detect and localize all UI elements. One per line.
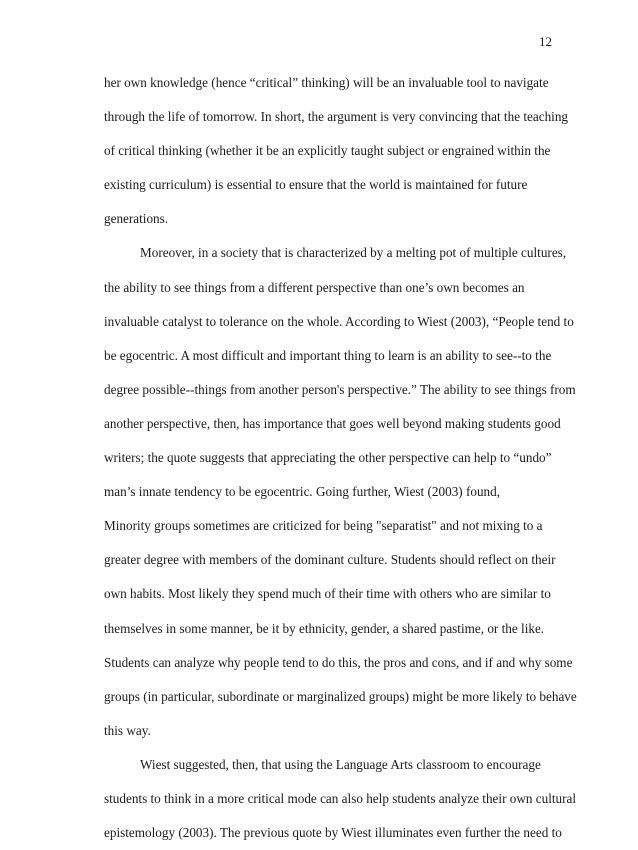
text-line: generations. — [104, 211, 169, 227]
text-line: Minority groups sometimes are criticized for being "separatist" and not mixing to a — [104, 518, 543, 534]
document-body — [104, 66, 577, 850]
text-line: another perspective, then, has importance that goes well beyond making students good — [104, 415, 561, 431]
text-line: themselves in some manner, be it by ethnicity, gender, a shared pastime, or the like. — [104, 620, 545, 636]
text-line: own habits. Most likely they spend much of their time with others who are similar to — [104, 586, 551, 602]
text-line: degree possible--things from another person's perspective.” The ability to see things from — [104, 381, 576, 397]
text-line: epistemology (2003). The previous quote by Wiest illuminates even further the need to — [104, 825, 562, 841]
text-line: writers; the quote suggests that appreciating the other perspective can help to “undo” — [104, 450, 552, 466]
text-line: greater degree with members of the dominant culture. Students should reflect on their — [104, 552, 556, 568]
text-line: Students can analyze why people tend to do this, the pros and cons, and if and why some — [104, 654, 573, 670]
text-line: the ability to see things from a different perspective than one’s own becomes an — [104, 279, 525, 295]
text-line: existing curriculum) is essential to ensure that the world is maintained for future — [104, 177, 528, 193]
text-line: man’s innate tendency to be egocentric. Going further, Wiest (2003) found, — [104, 484, 501, 500]
text-line: groups (in particular, subordinate or marginalized groups) might be more likely to behave — [104, 688, 577, 704]
text-line: invaluable catalyst to tolerance on the whole. According to Wiest (2003), “People tend to — [104, 313, 574, 329]
page-number: 12 — [539, 34, 552, 49]
text-line: be egocentric. A most difficult and important thing to learn is an ability to see--to the — [104, 347, 552, 363]
text-line: of critical thinking (whether it be an explicitly taught subject or engrained within the — [104, 143, 551, 159]
text-line: Wiest suggested, then, that using the Language Arts classroom to encourage — [140, 756, 541, 772]
text-line: this way. — [104, 722, 151, 738]
text-line: through the life of tomorrow. In short, the argument is very convincing that the teaching — [104, 109, 569, 125]
text-line: students to think in a more critical mode can also help students analyze their own cultural — [104, 790, 577, 806]
text-line: Moreover, in a society that is characterized by a melting pot of multiple cultures, — [140, 245, 567, 261]
text-line: her own knowledge (hence “critical” thinking) will be an invaluable tool to navigate — [104, 75, 549, 90]
